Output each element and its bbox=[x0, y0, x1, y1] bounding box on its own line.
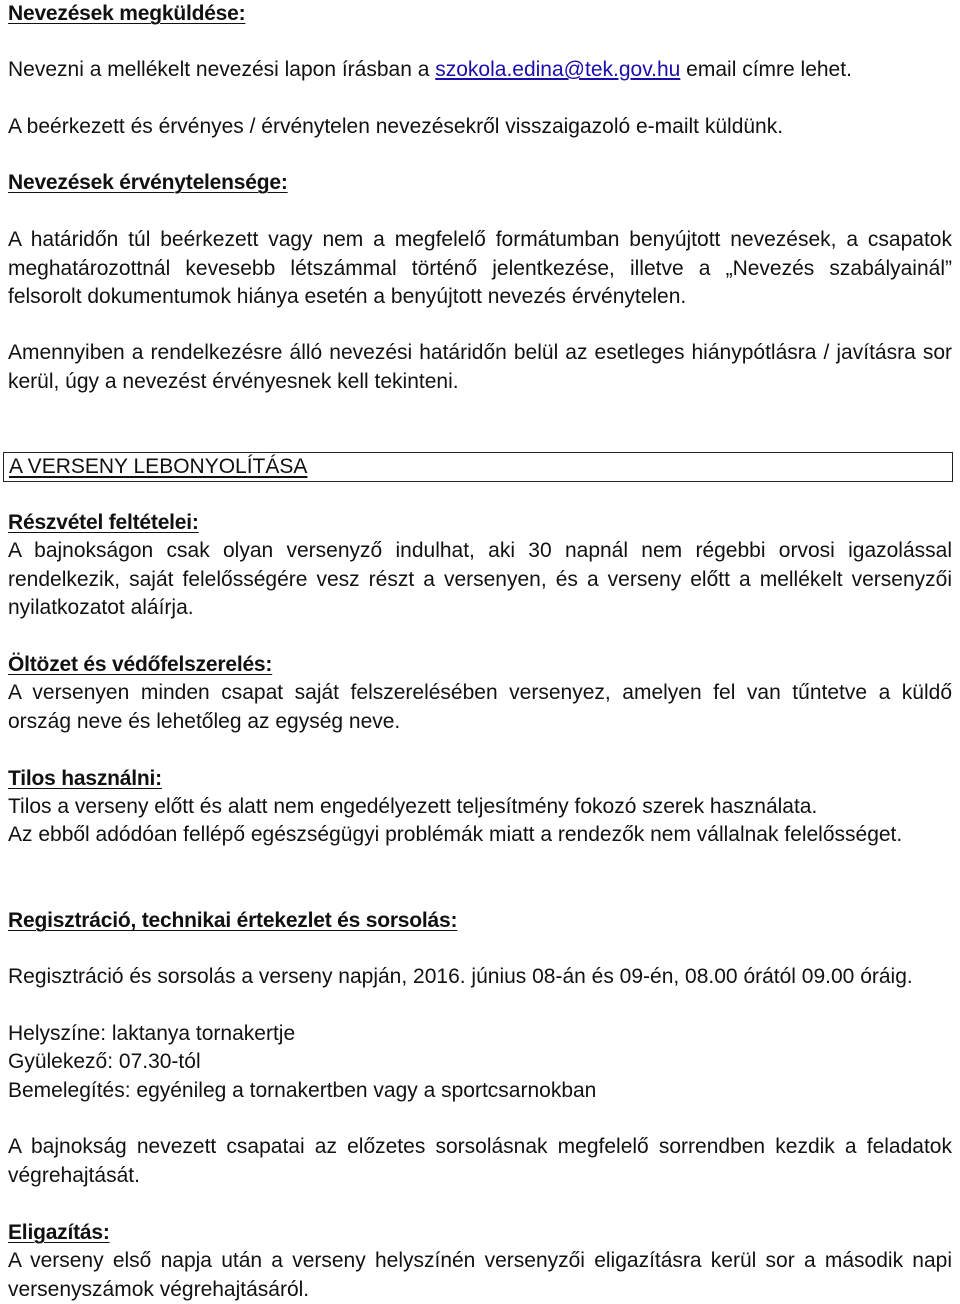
tilos-paragraph-2: Az ebből adódóan fellépő egészségügyi problémák miatt a rendezők nem vállalnak felelősséget. bbox=[8, 823, 903, 846]
section-heading-nevezesek-megkuldese: Nevezések megküldése: bbox=[8, 2, 246, 25]
section-heading-ervenytelenseg: Nevezések érvénytelensége: bbox=[8, 171, 288, 194]
tilos-line-1: Tilos a verseny előtt és alatt nem engedélyezett teljesítmény fokozó szerek használata. bbox=[8, 795, 818, 818]
ervenytelenseg-paragraph-2: Amennyiben a rendelkezésre álló nevezési határidőn belül az esetleges hiánypótlásra / javításra sor kerül, úgy a nevezést érvényesnek kell tekinteni. bbox=[8, 341, 952, 393]
regisztracio-helyszin: Helyszíne: laktanya tornakertje bbox=[8, 1022, 296, 1045]
section-heading-oltozet: Öltözet és védőfelszerelés: bbox=[8, 653, 273, 676]
nevezes-kuldese-text-after: email címre lehet. bbox=[680, 58, 852, 81]
regisztracio-bemelegites: Bemelegítés: egyénileg a tornakertben vagy a sportcsarnokban bbox=[8, 1079, 597, 1102]
regisztracio-paragraph-2: A bajnokság nevezett csapatai az előzetes sorsolásnak megfelelő sorrendben kezdik a feladatok végrehajtását. bbox=[8, 1135, 952, 1187]
nevezes-kuldese-confirmation: A beérkezett és érvényes / érvénytelen nevezésekről visszaigazoló e-mailt küldünk. bbox=[8, 115, 784, 138]
regisztracio-gyulekezo: Gyülekező: 07.30-tól bbox=[8, 1050, 201, 1073]
verseny-lebonyolitasa-title: A VERSENY LEBONYOLÍTÁSA bbox=[3, 452, 953, 482]
section-heading-tilos: Tilos használni: bbox=[8, 767, 162, 790]
oltozet-paragraph: A versenyen minden csapat saját felszerelésében versenyez, amelyen fel van tűntetve a küldő ország neve és lehetőleg az egység neve. bbox=[8, 681, 952, 733]
email-link[interactable]: szokola.edina@tek.gov.hu bbox=[435, 58, 681, 81]
ervenytelenseg-paragraph-1: A határidőn túl beérkezett vagy nem a megfelelő formátumban benyújtott nevezések, a csapatok meghatározottnál kevesebb létszámmal történő jelentkezése, illetve a „Nevezés szabályainál” felsorolt dokumentumok hiánya esetén a benyújtott nevezés érvénytelen. bbox=[8, 228, 952, 308]
reszvetel-paragraph: A bajnokságon csak olyan versenyző indulhat, aki 30 napnál nem régebbi orvosi igazolással rendelkezik, saját felelősségére vesz részt a versenyen, és a verseny előtt a mellékelt versenyzői nyilatkozatot aláírja. bbox=[8, 539, 952, 619]
section-heading-eligazitas: Eligazítás: bbox=[8, 1221, 110, 1244]
eligazitas-paragraph: A verseny első napja után a verseny helyszínén versenyzői eligazításra kerül sor a második napi versenyszámok végrehajtásáról. bbox=[8, 1249, 952, 1301]
regisztracio-paragraph-1: Regisztráció és sorsolás a verseny napján, 2016. június 08-án és 09-én, 08.00 órától 09.00 óráig. bbox=[8, 965, 913, 988]
section-heading-regisztracio: Regisztráció, technikai értekezlet és sorsolás: bbox=[8, 909, 458, 932]
section-heading-reszvetel: Részvétel feltételei: bbox=[8, 511, 199, 534]
nevezes-kuldese-text-before: Nevezni a mellékelt nevezési lapon írásban a bbox=[8, 58, 436, 81]
nevezes-kuldese-paragraph bbox=[8, 56, 952, 85]
